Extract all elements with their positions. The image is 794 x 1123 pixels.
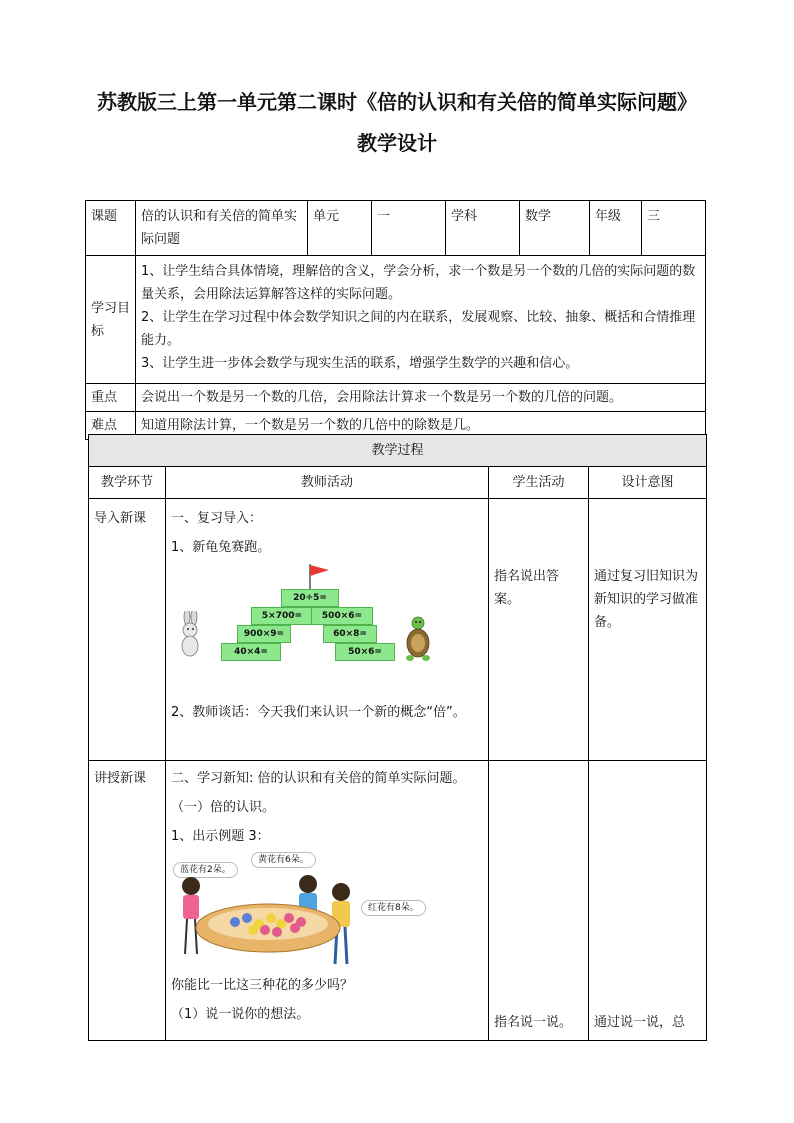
grade-label: 年级: [590, 201, 642, 256]
process-table: [88, 434, 707, 1041]
topic-label: 课题: [86, 201, 136, 256]
subject-label: 学科: [446, 201, 520, 256]
goals-label: 学习目标: [86, 256, 136, 384]
problem-box-4: 900×9=: [237, 625, 291, 643]
flowers-illustration: [171, 850, 483, 970]
bubble-blue: 蓝花有2朵。: [173, 862, 238, 878]
stage-new: 讲授新课: [89, 761, 166, 1041]
unit-label: 单元: [308, 201, 372, 256]
difficulty-value: 知道用除法计算，一个数是另一个数的几倍中的除数是几。: [136, 412, 706, 440]
new-step1a: （一）倍的认识。: [171, 800, 276, 815]
col-stage: 教学环节: [89, 467, 166, 499]
new-step1: 二、学习新知: 倍的认识和有关倍的简单实际问题。: [171, 771, 466, 786]
intro-step1a: 1、新龟兔赛跑。: [171, 540, 271, 555]
intro-step1: 一、复习导入：: [171, 511, 263, 526]
flag-icon: [307, 563, 331, 591]
topic-value: 倍的认识和有关倍的简单实际问题: [136, 201, 308, 256]
stage-intro: 导入新课: [89, 499, 166, 761]
student-new: 指名说一说。: [489, 761, 589, 1041]
goals-cell: [136, 256, 706, 384]
problem-box-5: 60×8=: [323, 625, 377, 643]
intent-new: 通过说一说，总: [589, 761, 707, 1041]
student-intro: 指名说出答案。: [489, 499, 589, 761]
problem-box-2: 5×700=: [251, 607, 313, 625]
info-table: [85, 200, 706, 440]
key-value: 会说出一个数是另一个数的几倍，会用除法计算求一个数是另一个数的几倍的问题。: [136, 384, 706, 412]
new-question: 你能比一比这三种花的多少吗？: [171, 978, 354, 993]
new-step1b: 1、出示例题 3：: [171, 829, 270, 844]
doc-title-line1: 苏教版三上第一单元第二课时《倍的认识和有关倍的简单实际问题》: [97, 90, 697, 114]
key-label: 重点: [86, 384, 136, 412]
teacher-intro: [166, 499, 489, 761]
new-step1c: （1）说一说你的想法。: [171, 1007, 310, 1022]
grade-value: 三: [642, 201, 706, 256]
bubble-red: 红花有8朵。: [361, 900, 426, 916]
goal-2: 2、让学生在学习过程中体会数学知识之间的内在联系，发展观察、比较、抽象、概括和合情推理能力。: [141, 310, 696, 348]
race-illustration: [171, 563, 483, 681]
subject-value: 数学: [520, 201, 590, 256]
col-intent: 设计意图: [589, 467, 707, 499]
col-student: 学生活动: [489, 467, 589, 499]
teacher-new: [166, 761, 489, 1041]
problem-box-3: 500×6=: [311, 607, 373, 625]
difficulty-label: 难点: [86, 412, 136, 440]
intent-intro: 通过复习旧知识为新知识的学习做准备。: [589, 499, 707, 761]
turtle-icon: [403, 615, 433, 663]
col-teacher: 教师活动: [166, 467, 489, 499]
rabbit-icon: [175, 611, 205, 661]
problem-box-6: 40×4=: [221, 643, 281, 661]
children-flowers-icon: [173, 866, 363, 976]
problem-box-1: 20÷5=: [281, 589, 339, 607]
process-header: 教学过程: [89, 435, 707, 467]
problem-box-7: 50×6=: [335, 643, 395, 661]
goal-1: 1、让学生结合具体情境，理解倍的含义，学会分析，求一个数是另一个数的几倍的实际问题的数量关系，会用除法运算解答这样的实际问题。: [141, 264, 696, 302]
bubble-yellow: 黄花有6朵。: [251, 852, 316, 868]
goal-3: 3、让学生进一步体会数学与现实生活的联系，增强学生数学的兴趣和信心。: [141, 356, 579, 371]
doc-title-line2: 教学设计: [357, 131, 437, 155]
unit-value: 一: [372, 201, 446, 256]
intro-step2: 2、教师谈话：今天我们来认识一个新的概念“倍”。: [171, 705, 466, 720]
